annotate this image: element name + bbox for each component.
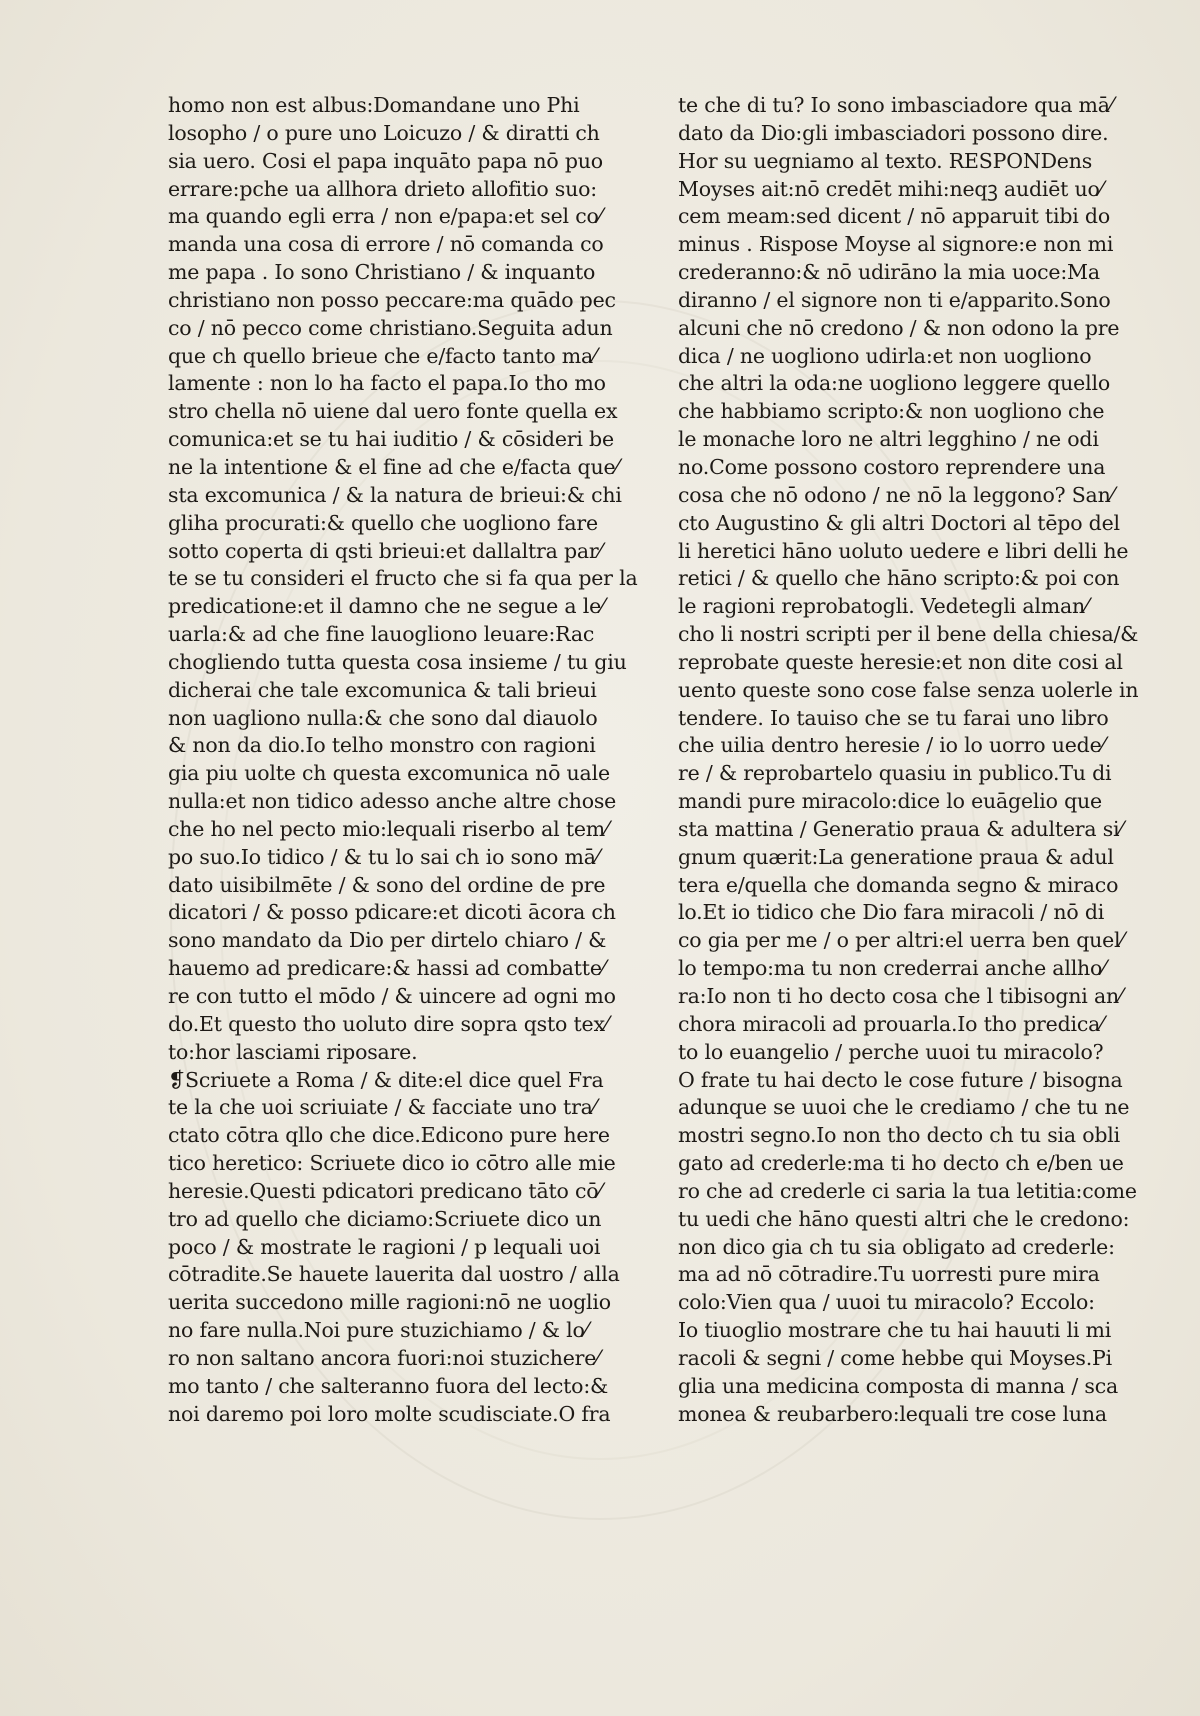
text-line: tera e/quella che domanda segno & miraco — [678, 872, 1119, 897]
text-line: ma quando egli erra / non e/papa:et sel co⁄ — [168, 204, 602, 229]
text-line: sia uero. Cosi el papa inquāto papa nō puo — [168, 148, 603, 173]
text-line: dato uisibilmēte / & sono del ordine de pre — [168, 872, 606, 897]
text-line: Io tiuoglio mostrare che tu hai hauuti li mi — [678, 1318, 1112, 1343]
text-line: to lo euangelio / perche uuoi tu miracolo? — [678, 1039, 1104, 1064]
text-line: mandi pure miracolo:dice lo euāgelio que — [678, 789, 1102, 814]
text-line: te la che uoi scriuiate / & facciate uno tra⁄ — [168, 1095, 596, 1120]
text-line: minus . Rispose Moyse al signore:e non mi — [678, 232, 1114, 257]
text-line: gato ad crederle:ma ti ho decto ch e/ben ue — [678, 1151, 1124, 1176]
text-line: ro che ad crederle ci saria la tua letitia:come — [678, 1178, 1137, 1203]
text-line: non uagliono nulla:& che sono dal diauolo — [168, 705, 598, 730]
text-line: tico heretico: Scriuete dico io cōtro alle mie — [168, 1151, 616, 1176]
right-text-column — [678, 92, 1148, 1429]
text-line: cto Augustino & gli altri Doctori al tēpo del — [678, 510, 1120, 535]
text-line: Hor su uegniamo al texto. RESPONDens — [678, 148, 1093, 173]
text-line: me papa . Io sono Christiano / & inquanto — [168, 260, 596, 285]
text-line: che ho nel pecto mio:lequali riserbo al tem⁄ — [168, 816, 609, 841]
text-line: le ragioni reprobatogli. Vedetegli alman⁄ — [678, 594, 1089, 619]
text-line: te se tu consideri el fructo che si fa qua per la — [168, 566, 638, 591]
text-line: lo.Et io tidico che Dio fara miracoli / nō di — [678, 900, 1105, 925]
text-line: christiano non posso peccare:ma quādo pec — [168, 287, 616, 312]
text-line: sta mattina / Generatio praua & adultera si⁄ — [678, 816, 1123, 841]
text-line: comunica:et se tu hai iuditio / & cōsideri be — [168, 427, 614, 452]
text-line: nulla:et non tidico adesso anche altre chose — [168, 789, 617, 814]
text-line: hauemo ad predicare:& hassi ad combatte⁄ — [168, 956, 605, 981]
text-line: co / nō pecco come christiano.Seguita adun — [168, 315, 613, 340]
text-line: O frate tu hai decto le cose future / bisogna — [678, 1067, 1123, 1092]
text-line: re con tutto el mōdo / & uincere ad ogni mo — [168, 984, 616, 1008]
text-line: predicatione:et il damno che ne segue a le⁄ — [168, 594, 605, 619]
text-line: cho li nostri scripti per il bene della chiesa/& — [678, 622, 1139, 647]
text-line: ra:Io non ti ho decto cosa che l tibisogni an⁄ — [678, 984, 1123, 1008]
text-line: sono mandato da Dio per dirtelo chiaro / & — [168, 928, 607, 953]
text-line: chogliendo tutta questa cosa insieme / tu giu — [168, 649, 627, 674]
text-line: homo non est albus:Domandane uno Phi — [168, 93, 580, 117]
text-line: adunque se uuoi che le crediamo / che tu ne — [678, 1095, 1130, 1120]
text-line: chora miracoli ad prouarla.Io tho predica⁄ — [678, 1011, 1104, 1036]
text-line: do.Et questo tho uoluto dire sopra qsto tex⁄ — [168, 1011, 609, 1036]
text-line: uerita succedono mille ragioni:nō ne uoglio — [168, 1290, 611, 1315]
text-line: cōtradite.Se hauete lauerita dal uostro / alla — [168, 1262, 620, 1287]
text-line: lo tempo:ma tu non crederrai anche allho⁄ — [678, 956, 1106, 981]
text-line: sta excomunica / & la natura de brieui:& chi — [168, 482, 622, 507]
text-line: to:hor lasciami riposare. — [168, 1039, 418, 1064]
text-line: dicatori / & posso pdicare:et dicoti ācora ch — [168, 900, 616, 925]
text-line: gliha procurati:& quello che uogliono fare — [168, 510, 598, 535]
text-line: crederanno:& nō udirāno la mia uoce:Ma — [678, 260, 1100, 285]
text-line: uarla:& ad che fine lauogliono leuare:Rac — [168, 622, 595, 647]
text-line: tro ad quello che diciamo:Scriuete dico un — [168, 1206, 602, 1231]
text-line: & non da dio.Io telho monstro con ragioni — [168, 733, 596, 758]
text-line: gia piu uolte ch questa excomunica nō uale — [168, 761, 610, 786]
text-line: dicherai che tale excomunica & tali brieui — [168, 677, 597, 702]
text-line: errare:pche ua allhora drieto allofitio suo: — [168, 176, 597, 201]
text-line: losopho / o pure uno Loicuzo / & diratti ch — [168, 120, 600, 145]
text-line: che uilia dentro heresie / io lo uorro uede⁄ — [678, 733, 1105, 758]
text-line: dica / ne uogliono udirla:et non uogliono — [678, 343, 1092, 368]
text-line: monea & reubarbero:lequali tre cose luna — [678, 1401, 1107, 1426]
text-line: cem meam:sed dicent / nō apparuit tibi do — [678, 204, 1110, 229]
text-line: no.Come possono costoro reprendere una — [678, 454, 1106, 479]
text-line: heresie.Questi pdicatori predicano tāto cō⁄ — [168, 1178, 602, 1203]
text-line: retici / & quello che hāno scripto:& poi con — [678, 566, 1120, 591]
text-line: non dico gia ch tu sia obligato ad crederle: — [678, 1234, 1115, 1259]
text-line: sotto coperta di qsti brieui:et dallaltra par⁄ — [168, 538, 602, 563]
text-line: te che di tu? Io sono imbasciadore qua mā⁄ — [678, 93, 1114, 117]
text-line: li heretici hāno uoluto uedere e libri delli he — [678, 538, 1129, 563]
text-line: stro chella nō uiene dal uero fonte quella ex — [168, 399, 618, 424]
text-line: cosa che nō odono / ne nō la leggono? San⁄ — [678, 482, 1114, 507]
text-line: ❡Scriuete a Roma / & dite:el dice quel Fra — [168, 1067, 604, 1092]
text-line: que ch quello brieue che e/facto tanto ma⁄ — [168, 343, 597, 368]
text-line: ro non saltano ancora fuori:noi stuzichere⁄ — [168, 1345, 600, 1370]
text-line: uento queste sono cose false senza uolerle in — [678, 677, 1139, 702]
text-line: Moyses ait:nō credēt mihi:neqꝫ audiēt uo⁄ — [678, 176, 1103, 201]
text-line: co gia per me / o per altri:el uerra ben quel⁄ — [678, 928, 1124, 953]
text-line: alcuni che nō credono / & non odono la pre — [678, 315, 1120, 340]
text-line: dato da Dio:gli imbasciadori possono dire. — [678, 120, 1109, 145]
text-line: le monache loro ne altri legghino / ne odi — [678, 427, 1099, 452]
text-line: tu uedi che hāno questi altri che le credono: — [678, 1206, 1130, 1231]
text-line: ctato cōtra qllo che dice.Edicono pure here — [168, 1123, 610, 1148]
text-line: re / & reprobartelo quasiu in publico.Tu di — [678, 761, 1112, 786]
text-line: ma ad nō cōtradire.Tu uorresti pure mira — [678, 1262, 1100, 1287]
text-line: che habbiamo scripto:& non uogliono che — [678, 399, 1105, 424]
text-line: no fare nulla.Noi pure stuzichiamo / & lo⁄ — [168, 1318, 588, 1343]
text-line: poco / & mostrate le ragioni / p lequali uoi — [168, 1234, 601, 1259]
text-line: racoli & segni / come hebbe qui Moyses.Pi — [678, 1345, 1113, 1370]
text-line: manda una cosa di errore / nō comanda co — [168, 232, 604, 257]
text-line: po suo.Io tidico / & tu lo sai ch io sono mā⁄ — [168, 844, 599, 869]
text-line: diranno / el signore non ti e/apparito.Sono — [678, 287, 1111, 312]
text-line: tendere. Io tauiso che se tu farai uno libro — [678, 705, 1109, 730]
text-line: colo:Vien qua / uuoi tu miracolo? Eccolo: — [678, 1290, 1095, 1315]
text-line: mostri segno.Io non tho decto ch tu sia obli — [678, 1123, 1120, 1148]
text-line: gnum quærit:La generatione praua & adul — [678, 844, 1114, 869]
text-line: mo tanto / che salteranno fuora del lecto:& — [168, 1373, 609, 1398]
text-line: lamente : non lo ha facto el papa.Io tho mo — [168, 371, 606, 396]
left-text-column — [168, 92, 638, 1429]
text-line: che altri la oda:ne uogliono leggere quello — [678, 371, 1110, 396]
text-line: noi daremo poi loro molte scudisciate.O fra — [168, 1401, 611, 1426]
text-line: reprobate queste heresie:et non dite cosi al — [678, 649, 1123, 674]
text-line: ne la intentione & el fine ad che e/facta que⁄ — [168, 454, 619, 479]
text-line: glia una medicina composta di manna / sca — [678, 1373, 1119, 1398]
